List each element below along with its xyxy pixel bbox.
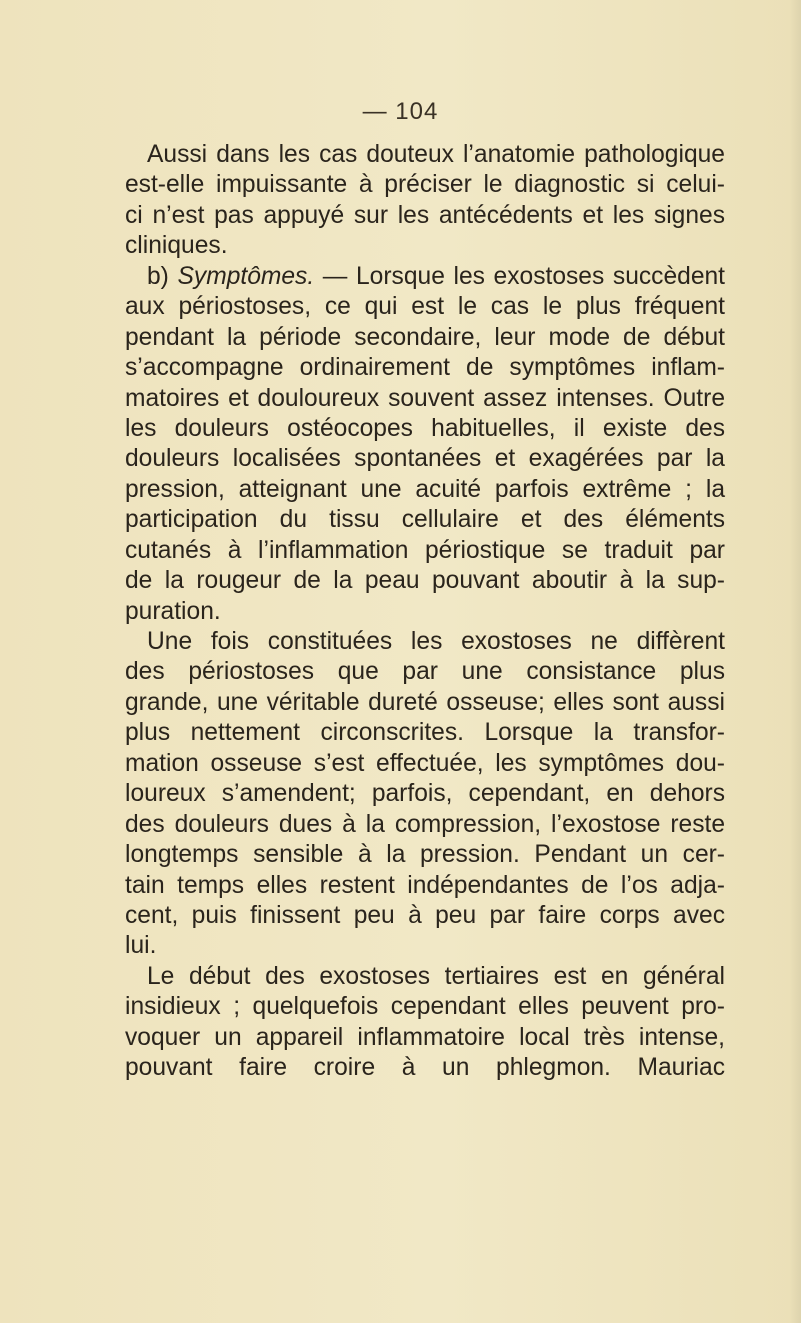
text-line: de la rougeur de la peau pouvant aboutir à la sup- (125, 567, 725, 595)
text-line: cent, puis finissent peu à peu par faire corps avec (125, 901, 725, 929)
text-line: lui. (125, 932, 157, 960)
section-heading-line (125, 262, 725, 292)
text-line: des périostoses que par une consistance plus (125, 658, 725, 686)
text-line: Une fois constituées les exostoses ne diffèrent (147, 628, 725, 655)
text-line: puration. (125, 597, 221, 625)
text-line: pression, atteignant une acuité parfois extrême ; la (125, 475, 725, 503)
text-line: pendant la période secondaire, leur mode de début (125, 323, 725, 351)
text-line: douleurs localisées spontanées et exagérées par la (125, 445, 725, 473)
text-line: pouvant faire croire à un phlegmon. Mauriac (125, 1054, 725, 1082)
text-line: cutanés à l’inflammation périostique se traduit par (125, 536, 725, 564)
text-line: ci n’est pas appuyé sur les antécédents et les signes (125, 201, 725, 229)
section-heading-continuation: — Lorsque les exostoses succèdent (314, 262, 726, 290)
text-line: loureux s’amendent; parfois, cependant, en dehors (125, 780, 725, 808)
text-line: les douleurs ostéocopes habituelles, il existe des (125, 414, 725, 442)
text-line: longtemps sensible à la pression. Pendant un cer- (125, 841, 725, 869)
text-line: plus nettement circonscrites. Lorsque la transfor- (125, 719, 725, 747)
text-line: Aussi dans les cas douteux l’anatomie pathologique (147, 141, 725, 168)
body-text (125, 140, 725, 1084)
page-edge-shadow (789, 0, 801, 1323)
text-line: matoires et douloureux souvent assez intenses. Outre (125, 384, 725, 412)
text-line: mation osseuse s’est effectuée, les symptômes dou- (125, 749, 725, 777)
section-marker: b) (147, 262, 178, 290)
text-line: Le début des exostoses tertiaires est en général (147, 962, 725, 990)
text-line: grande, une véritable dureté osseuse; elles sont aussi (125, 688, 725, 716)
text-line: s’accompagne ordinairement de symptômes inflam- (125, 354, 725, 382)
text-line: voquer un appareil inflammatoire local très intense, (125, 1023, 725, 1051)
text-line: participation du tissu cellulaire et des éléments (125, 506, 725, 534)
text-line: aux périostoses, ce qui est le cas le plus fréquent (125, 293, 725, 321)
text-line: tain temps elles restent indépendantes de l’os adja- (125, 871, 725, 899)
text-line: insidieux ; quelquefois cependant elles peuvent pro- (125, 993, 725, 1021)
section-title: Symptômes. (177, 262, 315, 290)
text-line: des douleurs dues à la compression, l’exostose reste (125, 810, 725, 838)
page-number: — 104 (362, 98, 439, 125)
text-line: est-elle impuissante à préciser le diagnostic si celui- (125, 171, 725, 199)
text-line: cliniques. (125, 232, 228, 260)
